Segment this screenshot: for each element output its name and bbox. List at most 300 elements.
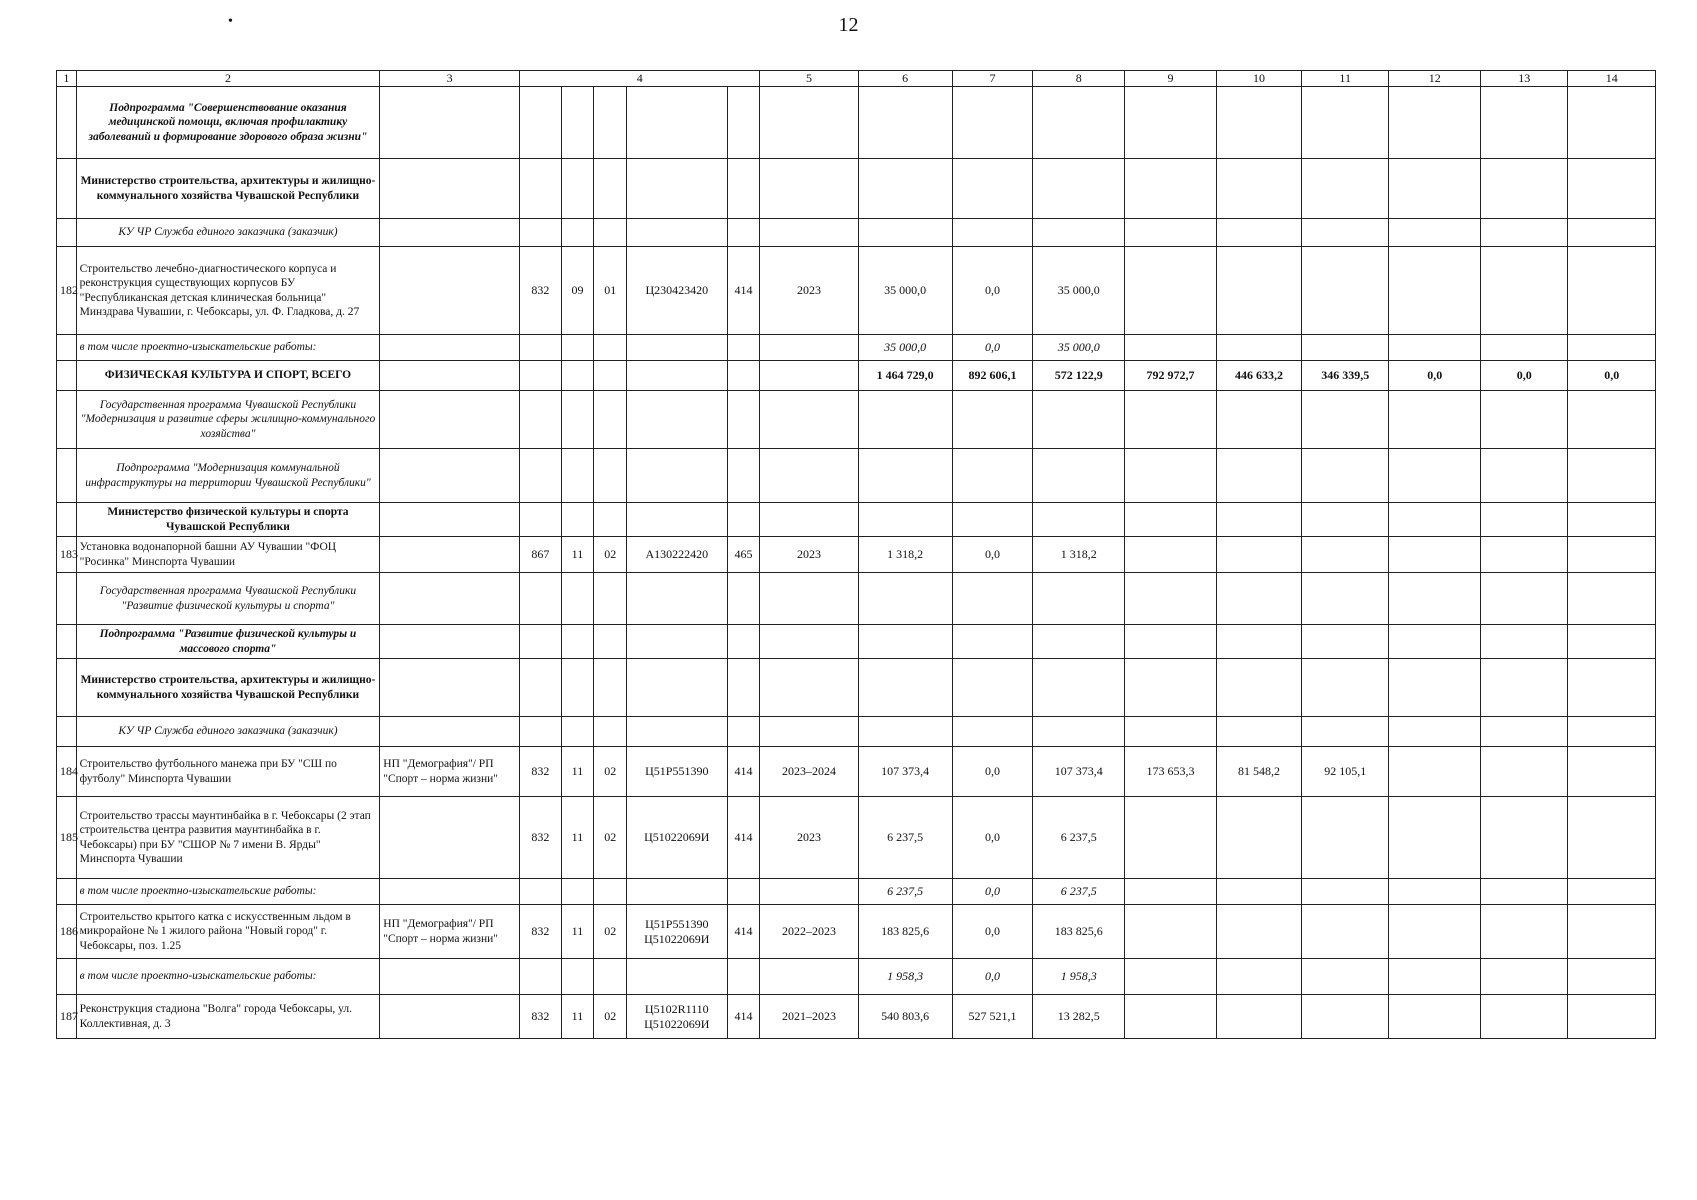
col-header: 4 [520,71,760,87]
amount-col-12 [1389,159,1481,219]
row-number [57,335,77,361]
project-cell [380,247,520,335]
amount-col-10: 81 548,2 [1216,747,1301,797]
row-name: в том числе проектно-изыскательские работы: [76,335,380,361]
row-name: Установка водонапорной башни АУ Чувашии "ФОЦ "Росинка" Минспорта Чувашии [76,537,380,573]
table-row [57,717,1656,747]
amount-col-7 [952,573,1033,625]
expense-type-code [727,879,760,905]
section-code: 11 [561,905,594,959]
grbs-code [520,959,562,995]
section-code [561,87,594,159]
amount-col-9 [1125,537,1217,573]
amount-col-10 [1216,335,1301,361]
project-cell [380,361,520,391]
amount-col-7: 0,0 [952,905,1033,959]
col-header: 8 [1033,71,1125,87]
grbs-code: 832 [520,747,562,797]
period-cell: 2023 [760,537,858,573]
period-cell [760,219,858,247]
amount-col-11 [1302,879,1389,905]
period-cell [760,391,858,449]
target-article-code: Ц51P551390 Ц51022069И [627,905,727,959]
grbs-code: 832 [520,905,562,959]
table-row [57,747,1656,797]
subsection-code [594,959,627,995]
period-cell [760,159,858,219]
amount-col-13 [1481,625,1568,659]
amount-col-6 [858,573,952,625]
amount-col-11: 92 105,1 [1302,747,1389,797]
amount-col-8 [1033,573,1125,625]
section-code [561,879,594,905]
grbs-code [520,449,562,503]
amount-col-6: 107 373,4 [858,747,952,797]
expense-type-code [727,335,760,361]
grbs-code [520,87,562,159]
subsection-code [594,335,627,361]
target-article-code [627,959,727,995]
amount-col-10 [1216,879,1301,905]
expense-type-code [727,573,760,625]
amount-col-6: 1 318,2 [858,537,952,573]
project-cell [380,503,520,537]
amount-col-14 [1568,995,1656,1039]
amount-col-13 [1481,335,1568,361]
amount-col-13 [1481,797,1568,879]
amount-col-14 [1568,159,1656,219]
subsection-code: 01 [594,247,627,335]
amount-col-12: 0,0 [1389,361,1481,391]
project-cell [380,625,520,659]
amount-col-7 [952,503,1033,537]
project-cell [380,659,520,717]
amount-col-14 [1568,717,1656,747]
project-cell [380,219,520,247]
expense-type-code [727,361,760,391]
amount-col-12 [1389,449,1481,503]
row-number: 183 [57,537,77,573]
row-number [57,391,77,449]
table-body [57,71,1656,1039]
period-cell [760,87,858,159]
target-article-code: Ц230423420 [627,247,727,335]
amount-col-9 [1125,879,1217,905]
expense-type-code [727,391,760,449]
row-number [57,717,77,747]
col-header: 9 [1125,71,1217,87]
amount-col-13 [1481,159,1568,219]
amount-col-11 [1302,87,1389,159]
amount-col-12 [1389,391,1481,449]
grbs-code [520,335,562,361]
amount-col-9 [1125,87,1217,159]
period-cell [760,959,858,995]
subsection-code [594,625,627,659]
amount-col-7: 892 606,1 [952,361,1033,391]
amount-col-7 [952,219,1033,247]
expense-type-code [727,717,760,747]
row-name: КУ ЧР Служба единого заказчика (заказчик) [76,219,380,247]
period-cell [760,335,858,361]
amount-col-9 [1125,573,1217,625]
col-header: 5 [760,71,858,87]
amount-col-9 [1125,247,1217,335]
project-cell [380,797,520,879]
row-name: Строительство футбольного манежа при БУ "СШ по футболу" Минспорта Чувашии [76,747,380,797]
col-header: 14 [1568,71,1656,87]
amount-col-13 [1481,905,1568,959]
section-code [561,625,594,659]
amount-col-12 [1389,87,1481,159]
row-name: Министерство строительства, архитектуры и жилищно-коммунального хозяйства Чувашской Республики [76,159,380,219]
amount-col-10 [1216,247,1301,335]
row-name: ФИЗИЧЕСКАЯ КУЛЬТУРА И СПОРТ, ВСЕГО [76,361,380,391]
row-name: КУ ЧР Служба единого заказчика (заказчик) [76,717,380,747]
section-code [561,361,594,391]
amount-col-8 [1033,659,1125,717]
amount-col-7 [952,625,1033,659]
amount-col-12 [1389,573,1481,625]
target-article-code [627,573,727,625]
amount-col-14: 0,0 [1568,361,1656,391]
target-article-code [627,879,727,905]
amount-col-11 [1302,625,1389,659]
row-name: Строительство лечебно-диагностического корпуса и реконструкция существующих корпусов БУ "Республиканская детская клиническая больница" Минздрава Чувашии, г. Чебоксары, ул. Ф. Гладкова, д. 27 [76,247,380,335]
amount-col-6: 35 000,0 [858,335,952,361]
amount-col-13 [1481,219,1568,247]
amount-col-6: 540 803,6 [858,995,952,1039]
row-number [57,219,77,247]
amount-col-8: 6 237,5 [1033,879,1125,905]
amount-col-6 [858,449,952,503]
amount-col-13 [1481,87,1568,159]
amount-col-7: 0,0 [952,797,1033,879]
period-cell [760,449,858,503]
table-row [57,449,1656,503]
project-cell [380,391,520,449]
subsection-code: 02 [594,797,627,879]
target-article-code [627,159,727,219]
amount-col-13 [1481,573,1568,625]
table-row [57,219,1656,247]
table-row [57,391,1656,449]
section-code: 09 [561,247,594,335]
subsection-code [594,87,627,159]
amount-col-6 [858,503,952,537]
amount-col-7 [952,717,1033,747]
project-cell: НП "Демография"/ РП "Спорт – норма жизни" [380,905,520,959]
project-cell [380,335,520,361]
expense-type-code: 414 [727,747,760,797]
amount-col-9 [1125,797,1217,879]
amount-col-8: 1 958,3 [1033,959,1125,995]
period-cell [760,879,858,905]
table-row [57,659,1656,717]
amount-col-14 [1568,797,1656,879]
amount-col-8 [1033,625,1125,659]
amount-col-14 [1568,959,1656,995]
amount-col-10 [1216,625,1301,659]
row-name: Государственная программа Чувашской Республики "Развитие физической культуры и спорта" [76,573,380,625]
expense-type-code: 414 [727,995,760,1039]
project-cell [380,995,520,1039]
table-row [57,905,1656,959]
amount-col-6: 35 000,0 [858,247,952,335]
row-number [57,573,77,625]
expense-type-code [727,625,760,659]
amount-col-7 [952,391,1033,449]
row-name: в том числе проектно-изыскательские работы: [76,959,380,995]
amount-col-8 [1033,503,1125,537]
page-mark: • [228,14,233,29]
target-article-code [627,391,727,449]
amount-col-10 [1216,503,1301,537]
amount-col-11: 346 339,5 [1302,361,1389,391]
amount-col-6 [858,159,952,219]
grbs-code [520,573,562,625]
subsection-code [594,361,627,391]
expense-type-code: 414 [727,905,760,959]
row-number: 186 [57,905,77,959]
grbs-code [520,361,562,391]
amount-col-11 [1302,335,1389,361]
period-cell: 2022–2023 [760,905,858,959]
amount-col-9 [1125,959,1217,995]
amount-col-7 [952,659,1033,717]
project-cell [380,537,520,573]
project-cell [380,449,520,503]
amount-col-7: 0,0 [952,335,1033,361]
section-code: 11 [561,747,594,797]
amount-col-12 [1389,717,1481,747]
amount-col-12 [1389,797,1481,879]
table-row [57,959,1656,995]
page-number: 12 [838,14,859,36]
grbs-code: 832 [520,247,562,335]
amount-col-10 [1216,537,1301,573]
amount-col-7: 0,0 [952,247,1033,335]
amount-col-6 [858,219,952,247]
section-code [561,659,594,717]
row-name: Строительство трассы маунтинбайка в г. Чебоксары (2 этап строительства центра развития маунтинбайка в г. Чебоксары) при БУ "СШОР № 7 имени В. Ярды" Минспорта Чувашии [76,797,380,879]
period-cell [760,625,858,659]
amount-col-12 [1389,247,1481,335]
table-row [57,879,1656,905]
amount-col-8: 6 237,5 [1033,797,1125,879]
section-code [561,159,594,219]
subsection-code [594,219,627,247]
subsection-code: 02 [594,995,627,1039]
grbs-code [520,503,562,537]
project-cell [380,879,520,905]
grbs-code [520,717,562,747]
budget-table [56,70,1656,1039]
amount-col-14 [1568,87,1656,159]
row-number [57,879,77,905]
table-row [57,537,1656,573]
row-number [57,159,77,219]
row-name: Строительство крытого катка с искусственным льдом в микрорайоне № 1 жилого района "Новый город" г. Чебоксары, поз. 1.25 [76,905,380,959]
amount-col-6: 1 958,3 [858,959,952,995]
grbs-code [520,659,562,717]
table-row [57,159,1656,219]
section-code: 11 [561,995,594,1039]
amount-col-11 [1302,219,1389,247]
row-name: Подпрограмма "Совершенствование оказания медицинской помощи, включая профилактику заболеваний и формирование здорового образа жизни" [76,87,380,159]
amount-col-11 [1302,537,1389,573]
amount-col-8: 35 000,0 [1033,247,1125,335]
amount-col-10 [1216,449,1301,503]
expense-type-code [727,219,760,247]
period-cell: 2021–2023 [760,995,858,1039]
amount-col-13 [1481,449,1568,503]
row-name: Реконструкция стадиона "Волга" города Чебоксары, ул. Коллективная, д. 3 [76,995,380,1039]
expense-type-code: 414 [727,797,760,879]
amount-col-13 [1481,879,1568,905]
amount-col-7 [952,449,1033,503]
period-cell: 2023 [760,797,858,879]
amount-col-13 [1481,717,1568,747]
amount-col-11 [1302,573,1389,625]
amount-col-8: 35 000,0 [1033,335,1125,361]
subsection-code [594,573,627,625]
table-row [57,625,1656,659]
grbs-code [520,391,562,449]
amount-col-8: 572 122,9 [1033,361,1125,391]
table-row [57,361,1656,391]
target-article-code [627,87,727,159]
amount-col-10 [1216,391,1301,449]
period-cell [760,717,858,747]
amount-col-12 [1389,959,1481,995]
row-name: в том числе проектно-изыскательские работы: [76,879,380,905]
amount-col-9: 173 653,3 [1125,747,1217,797]
subsection-code [594,159,627,219]
expense-type-code [727,449,760,503]
table-row [57,87,1656,159]
grbs-code [520,625,562,659]
amount-col-14 [1568,503,1656,537]
target-article-code [627,625,727,659]
amount-col-13 [1481,391,1568,449]
row-name: Министерство строительства, архитектуры и жилищно-коммунального хозяйства Чувашской Республики [76,659,380,717]
target-article-code [627,219,727,247]
amount-col-9 [1125,995,1217,1039]
amount-col-14 [1568,573,1656,625]
expense-type-code [727,159,760,219]
table-row [57,335,1656,361]
amount-col-6: 6 237,5 [858,797,952,879]
amount-col-12 [1389,335,1481,361]
subsection-code [594,391,627,449]
period-cell: 2023–2024 [760,747,858,797]
col-header: 11 [1302,71,1389,87]
amount-col-14 [1568,449,1656,503]
section-code [561,391,594,449]
target-article-code: Ц51022069И [627,797,727,879]
project-cell [380,959,520,995]
column-number-row [57,71,1656,87]
table-row [57,797,1656,879]
grbs-code [520,219,562,247]
amount-col-9 [1125,905,1217,959]
amount-col-8: 13 282,5 [1033,995,1125,1039]
col-header: 7 [952,71,1033,87]
row-name: Министерство физической культуры и спорта Чувашской Республики [76,503,380,537]
amount-col-12 [1389,905,1481,959]
project-cell [380,717,520,747]
amount-col-9 [1125,335,1217,361]
amount-col-8 [1033,717,1125,747]
subsection-code [594,659,627,717]
row-name: Подпрограмма "Развитие физической культуры и массового спорта" [76,625,380,659]
amount-col-14 [1568,537,1656,573]
amount-col-11 [1302,659,1389,717]
col-header: 12 [1389,71,1481,87]
subsection-code [594,717,627,747]
amount-col-6: 183 825,6 [858,905,952,959]
row-number [57,659,77,717]
amount-col-8 [1033,449,1125,503]
amount-col-7 [952,87,1033,159]
target-article-code: Ц51P551390 [627,747,727,797]
grbs-code: 867 [520,537,562,573]
period-cell [760,361,858,391]
expense-type-code: 414 [727,247,760,335]
expense-type-code [727,959,760,995]
amount-col-11 [1302,449,1389,503]
amount-col-9 [1125,503,1217,537]
row-number: 184 [57,747,77,797]
amount-col-13: 0,0 [1481,361,1568,391]
amount-col-13 [1481,537,1568,573]
amount-col-12 [1389,219,1481,247]
target-article-code [627,659,727,717]
target-article-code [627,361,727,391]
section-code [561,335,594,361]
amount-col-8 [1033,87,1125,159]
amount-col-8: 183 825,6 [1033,905,1125,959]
section-code [561,219,594,247]
amount-col-13 [1481,959,1568,995]
amount-col-8 [1033,159,1125,219]
grbs-code: 832 [520,995,562,1039]
amount-col-14 [1568,747,1656,797]
amount-col-13 [1481,247,1568,335]
amount-col-11 [1302,503,1389,537]
amount-col-10 [1216,797,1301,879]
row-number: 187 [57,995,77,1039]
period-cell: 2023 [760,247,858,335]
expense-type-code [727,659,760,717]
col-header: 6 [858,71,952,87]
amount-col-10 [1216,219,1301,247]
amount-col-8 [1033,391,1125,449]
amount-col-7: 527 521,1 [952,995,1033,1039]
amount-col-6: 1 464 729,0 [858,361,952,391]
amount-col-12 [1389,537,1481,573]
row-number [57,449,77,503]
amount-col-14 [1568,219,1656,247]
section-code: 11 [561,537,594,573]
grbs-code: 832 [520,797,562,879]
col-header: 2 [76,71,380,87]
row-number [57,361,77,391]
amount-col-13 [1481,659,1568,717]
amount-col-10 [1216,659,1301,717]
target-article-code: А130222420 [627,537,727,573]
